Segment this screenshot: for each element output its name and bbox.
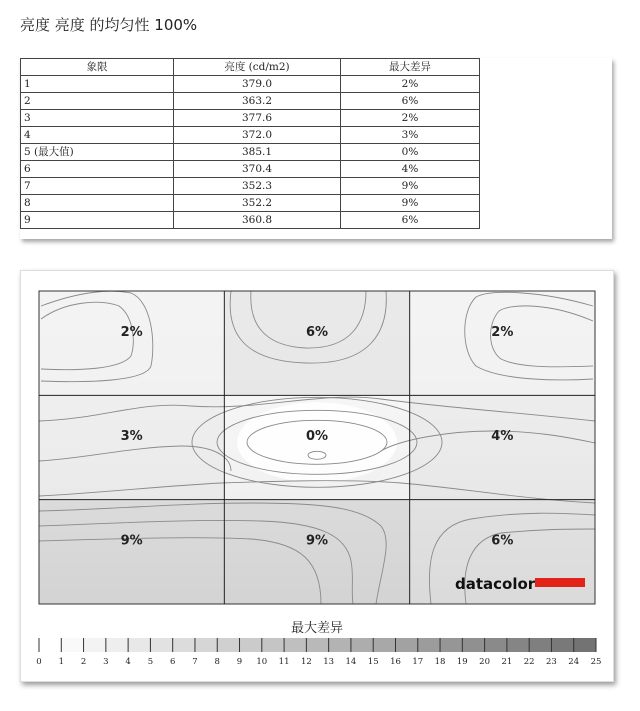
legend-tick-label: 0 <box>36 657 42 667</box>
quadrant-cell: 5 (最大值) <box>21 144 174 161</box>
legend-tick-label: 25 <box>590 657 602 667</box>
legend-swatch <box>418 638 440 652</box>
legend-tick-label: 11 <box>278 657 290 667</box>
legend-tick-label: 21 <box>501 657 513 667</box>
cell-value-label: 6% <box>305 324 329 340</box>
legend-tick-label: 13 <box>323 657 335 667</box>
quadrant-cell: 4 <box>21 127 174 144</box>
legend-tick-label: 24 <box>568 657 580 667</box>
legend-swatch <box>395 638 417 652</box>
quadrant-cell: 3 <box>21 110 174 127</box>
luminance-cell: 385.1 <box>174 144 341 161</box>
legend-swatch <box>551 638 573 652</box>
legend-swatch <box>329 638 351 652</box>
legend-tick-label: 7 <box>192 657 198 667</box>
legend-title: 最大差异 <box>290 621 344 636</box>
table-row <box>21 195 480 212</box>
uniformity-figure <box>20 270 614 682</box>
legend-swatch <box>440 638 462 652</box>
quadrant-cell: 2 <box>21 93 174 110</box>
table-row <box>21 110 480 127</box>
header-quadrant: 象限 <box>21 59 174 76</box>
legend-tick-label: 9 <box>236 657 243 667</box>
quadrant-cell: 6 <box>21 161 174 178</box>
luminance-cell: 363.2 <box>174 93 341 110</box>
luminance-cell: 377.6 <box>174 110 341 127</box>
legend-tick-label: 12 <box>300 657 312 667</box>
legend-tick-label: 2 <box>80 657 87 667</box>
luminance-cell: 372.0 <box>174 127 341 144</box>
max-diff-cell: 6% <box>341 212 480 229</box>
cell-value-label: 2% <box>491 324 514 340</box>
legend-tick-label: 15 <box>367 657 379 667</box>
table-row <box>21 144 480 161</box>
cell-value-label: 6% <box>491 533 514 549</box>
legend-swatch <box>173 638 195 652</box>
legend-tick-label: 22 <box>523 657 535 667</box>
legend-swatch <box>150 638 172 652</box>
cell-value-label: 2% <box>120 324 143 340</box>
legend-swatch <box>529 638 551 652</box>
max-diff-cell: 3% <box>341 127 480 144</box>
legend-swatch <box>351 638 373 652</box>
datacolor-logo: datacolor <box>455 575 536 593</box>
legend-tick-label: 23 <box>546 657 557 667</box>
cell-value-label: 3% <box>120 429 143 445</box>
cell-value-label: 9% <box>305 533 329 549</box>
legend-swatch <box>217 638 239 652</box>
legend-swatch <box>485 638 507 652</box>
table-row <box>21 161 480 178</box>
legend-tick-label: 17 <box>412 657 424 667</box>
max-diff-cell: 2% <box>341 110 480 127</box>
uniformity-chart <box>21 271 613 681</box>
legend-swatch <box>284 638 306 652</box>
luminance-cell: 379.0 <box>174 76 341 93</box>
table-row <box>21 76 480 93</box>
heatmap-cell <box>39 500 224 604</box>
legend-swatch <box>462 638 484 652</box>
legend-swatch <box>128 638 150 652</box>
legend-tick-label: 10 <box>256 657 268 667</box>
table-row <box>21 127 480 144</box>
legend-swatch <box>106 638 128 652</box>
cell-value-label: 0% <box>305 429 329 445</box>
quadrant-cell: 9 <box>21 212 174 229</box>
legend-swatch <box>574 638 596 652</box>
legend-swatch <box>262 638 284 652</box>
max-diff-cell: 9% <box>341 178 480 195</box>
legend-swatch <box>306 638 328 652</box>
legend-tick-label: 5 <box>147 657 154 667</box>
legend-swatch <box>373 638 395 652</box>
legend-swatch <box>84 638 106 652</box>
datacolor-logo-bar <box>535 578 585 587</box>
heatmap-cell <box>224 500 409 604</box>
table-row <box>21 178 480 195</box>
cell-value-label: 9% <box>120 533 143 549</box>
luminance-cell: 370.4 <box>174 161 341 178</box>
legend-tick-label: 20 <box>479 657 491 667</box>
max-diff-cell: 0% <box>341 144 480 161</box>
legend-swatch <box>240 638 262 652</box>
quadrant-cell: 8 <box>21 195 174 212</box>
legend-tick-label: 3 <box>103 657 109 667</box>
max-diff-cell: 4% <box>341 161 480 178</box>
quadrant-table <box>20 58 612 239</box>
legend-tick-label: 18 <box>434 657 446 667</box>
legend-tick-label: 14 <box>345 657 357 667</box>
max-diff-cell: 9% <box>341 195 480 212</box>
legend-tick-label: 19 <box>456 657 468 667</box>
luminance-cell: 360.8 <box>174 212 341 229</box>
max-diff-cell: 6% <box>341 93 480 110</box>
legend-swatch <box>39 638 61 652</box>
header-max-diff: 最大差异 <box>341 59 480 76</box>
heatmap-cell <box>410 395 595 499</box>
legend-swatch <box>61 638 83 652</box>
cell-value-label: 4% <box>491 429 514 445</box>
quadrant-cell: 7 <box>21 178 174 195</box>
header-luminance: 亮度 (cd/m2) <box>174 59 341 76</box>
luminance-cell: 352.2 <box>174 195 341 212</box>
page-title: 亮度 亮度 的均匀性 100% <box>20 16 198 34</box>
legend-tick-label: 4 <box>125 657 131 667</box>
quadrant-cell: 1 <box>21 76 174 93</box>
legend-tick-label: 6 <box>169 657 176 667</box>
legend-swatch <box>507 638 529 652</box>
legend-tick-label: 8 <box>214 657 220 667</box>
table-row <box>21 212 480 229</box>
table-row <box>21 93 480 110</box>
legend-tick-label: 16 <box>390 657 401 667</box>
legend-tick-label: 1 <box>58 657 64 667</box>
heatmap-cell <box>224 291 409 395</box>
max-diff-cell: 2% <box>341 76 480 93</box>
legend-swatch <box>195 638 217 652</box>
table-header-row <box>21 59 480 76</box>
luminance-cell: 352.3 <box>174 178 341 195</box>
